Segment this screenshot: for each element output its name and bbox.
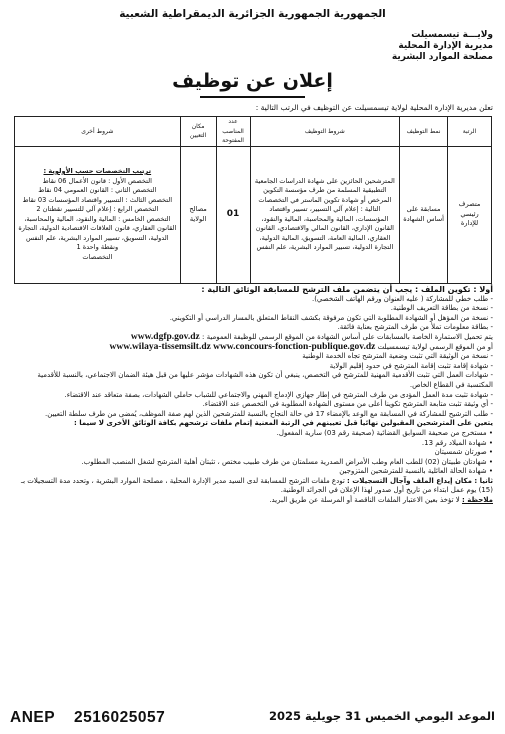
priority-item: التخصص الثاني : القانون العمومي 04 نقاط	[38, 186, 157, 194]
cell-grade: متصرف رئيسي للإدارة	[448, 146, 492, 283]
file-item: - شهادة تثبت مدة العمل المؤدى من طرف المترشح في إطار جهازي الإدماج المهني والاجتماعي للشباب حاملي الشهادات، بصفة متعاقد عند الاقتضاء.	[64, 390, 493, 399]
col-header-count: عدد المناصب المفتوحة	[216, 117, 250, 147]
download-note: يتم تحميل الاستمارة الخاصة بالمسابقات على أساس الشهادة من الموقع الرسمي للوظيفة العمومية : www.dgfp.gov.dz	[130, 331, 493, 342]
directorate-name: مديرية الإدارة المحلية	[398, 41, 493, 51]
cell-mode: مسابقة على أساس الشهادة	[400, 146, 448, 283]
title-underline	[200, 96, 305, 98]
cell-other-conditions	[15, 146, 181, 283]
priority-title: ترتيب التخصصات حسب الأولوية :	[43, 167, 152, 175]
note-label: ملاحظة :	[462, 496, 493, 505]
recruitment-table	[14, 116, 492, 284]
priority-item: التخصص الخامس : المالية والنقود، المالية والمحاسبة، القانون العقاري، قانون العلاقات الاقتصادية الدولية، التجارة الدولية، التسويق، تسيير الموارد البشرية، علم النفس ونقطة واحدة 1	[18, 214, 177, 251]
link-wilaya[interactable]: www.wilaya-tissemsilt.dz	[109, 341, 211, 352]
file-heading: أولا : تكوين الملف : يجب أن يتضمن ملف الترشح للمسابقة الوثائق التالية :	[201, 285, 493, 294]
cell-count: 01	[216, 146, 250, 283]
final-item: • صورتان شمسيتان	[434, 448, 493, 457]
link-dgfp[interactable]: www.dgfp.gov.dz	[130, 331, 200, 342]
cell-conditions: المترشحين الحائزين على شهادة الدراسات الجامعية التطبيقية المسلمة من طرف مؤسسة التكوين المرخص أو شهادة تكوين الماستر في التخصصات التالية : إعلام آلي التسيير، تسيير واقتصاد المؤسسات، المالية والمحاسبة، المالية والنقود، القانون الإداري، القانون المالي والاقتصادي، القانون العقاري، المالية العامة، التسويق، المالية الدولية، التجارة الدولية، تسيير الموارد البشرية، علم النفس	[250, 146, 400, 283]
final-item: • مستخرج من صحيفة السوابق القضائية (صحيفة رقم 03) سارية المفعول.	[276, 428, 493, 437]
priority-item-last: التخصصات	[82, 252, 113, 261]
file-item: - نسخة من بطاقة التعريف الوطنية.	[390, 304, 493, 313]
table-header-row	[15, 117, 492, 147]
link-concours[interactable]: www.concours-fonction-publique.gov.dz	[213, 341, 376, 352]
file-item: - طلب الترشيح للمشاركة في المسابقة مع الوعد بالإمضاء 17 في حالة النجاح بالنسبة للمترشحين الذين لهم صفة الموظف، يُمضى من طرف سلطة التعيين.	[45, 409, 493, 418]
file-item: - بطاقة معلومات تملأ من طرف المترشح بعناية فائقة.	[337, 323, 493, 332]
priority-item: التخصص الرابع : إعلام آلي للتسيير نقطتان 2	[36, 205, 159, 213]
file-item: - نسخة من المؤهل أو الشهادة المطلوبة التي تكون مرفوقة بكشف النقاط المتعلق بالمسار الدراسي أو التكويني.	[169, 313, 493, 322]
col-header-place: مكان التعيين	[180, 117, 216, 147]
deposit-heading: ثانيا : مكان إيداع الملف وآجال التسجيلات :	[347, 476, 493, 485]
file-item: - شهادات العمل التي تثبت الأقدمية المهنية للمترشح في التخصص، ينبغي أن تكون هذه الشهادات مؤشر عليها من قبل هيئة الضمان الاجتماعي، بالنسبة للأقدمية المكتسبة في القطاع الخاص.	[37, 371, 493, 389]
cell-place: مصالح الولاية	[180, 146, 216, 283]
col-header-conditions: شروط التوظيف	[250, 117, 400, 147]
col-header-grade: الرتبة	[448, 117, 492, 147]
deposit-paragraph	[13, 477, 493, 496]
intro-text: تعلن مديرية الإدارة المحلية لولاية تيسمسيلت عن التوظيف في الرتب التالية :	[255, 103, 493, 112]
final-item: • شهادتان طبيتان (02) للطب العام وطب الأمراض الصدرية مسلمتان من طرف طبيب مختص ، تثبتان أهلية المترشح لشغل المنصب المطلوب.	[81, 457, 493, 466]
col-header-mode: نمط التوظيف	[400, 117, 448, 147]
anep-label: ANEP	[10, 709, 55, 726]
priority-item: التخصص الثالث : التسيير واقتصاد المؤسسات 03 نقاط	[22, 195, 173, 204]
portal-note: أو من الموقع الرسمي لولاية تيسمسيلت www.wilaya-tissemsilt.dz www.concours-fonction-publique.gov.dz	[109, 341, 493, 352]
file-item: - أي وثيقة تثبت متابعة المترشح تكوينا أعلى من مستوى الشهادة المطلوبة في التخصص عند الاقتضاء.	[202, 400, 493, 409]
page-title: إعلان عن توظيف	[172, 70, 333, 92]
note-text: لا تؤخذ بعين الاعتبار الملفات الناقصة أو المرسلة عن طريق البريد.	[269, 496, 460, 505]
wilaya-name: ولايـــة تيسمسيلت	[411, 30, 493, 40]
table-row	[15, 146, 492, 283]
final-item: • شهادة الحالة العائلية بالنسبة للمترشحين المتزوجين	[339, 467, 493, 476]
service-name: مصلحة الموارد البشرية	[391, 52, 493, 62]
final-note: يتعين على المترشحين المقبولين نهائيا قبل تعيينهم في الرتبة المعنية إتمام ملفات ترشحهم بكافة الوثائق الأخرى لا سيما :	[73, 419, 493, 428]
priority-item: التخصص الأول : قانون الأعمال 06 نقاط	[42, 176, 152, 185]
note-paragraph	[13, 496, 493, 506]
file-item: - شهادة إقامة تثبت إقامة المترشح في حدود إقليم الولاية	[329, 361, 493, 370]
final-item: • شهادة الميلاد رقم 13.	[421, 438, 493, 447]
col-header-others: شروط أخرى	[15, 117, 181, 147]
file-item: - طلب خطي للمشاركة ( عليه العنوان ورقم الهاتف الشخصي).	[311, 294, 493, 303]
newspaper-footer: الموعد اليومي الخميس 31 جويلية 2025	[268, 709, 495, 723]
issuer-block	[323, 30, 493, 63]
deposit-text: تودع ملفات الترشح للمسابقة لدى السيد مدير الإدارة المحلية ، مصلحة الموارد البشرية ، وتحدد مدة التسجيلات بـ (15) يوم عمل ابتداء من تاريخ أول صدور لهذا الإعلان في الجرائد الوطنية.	[21, 476, 493, 495]
anep-code: 2516025057	[74, 709, 166, 726]
file-item: - نسخة من الوثيقة التي تثبت وضعية المترشح تجاه الخدمة الوطنية	[302, 352, 493, 361]
anep-reference	[10, 709, 165, 727]
file-section	[13, 285, 493, 506]
republic-header: الجمهورية الجمهورية الجزائرية الديمقراطية الشعبية	[119, 8, 386, 20]
